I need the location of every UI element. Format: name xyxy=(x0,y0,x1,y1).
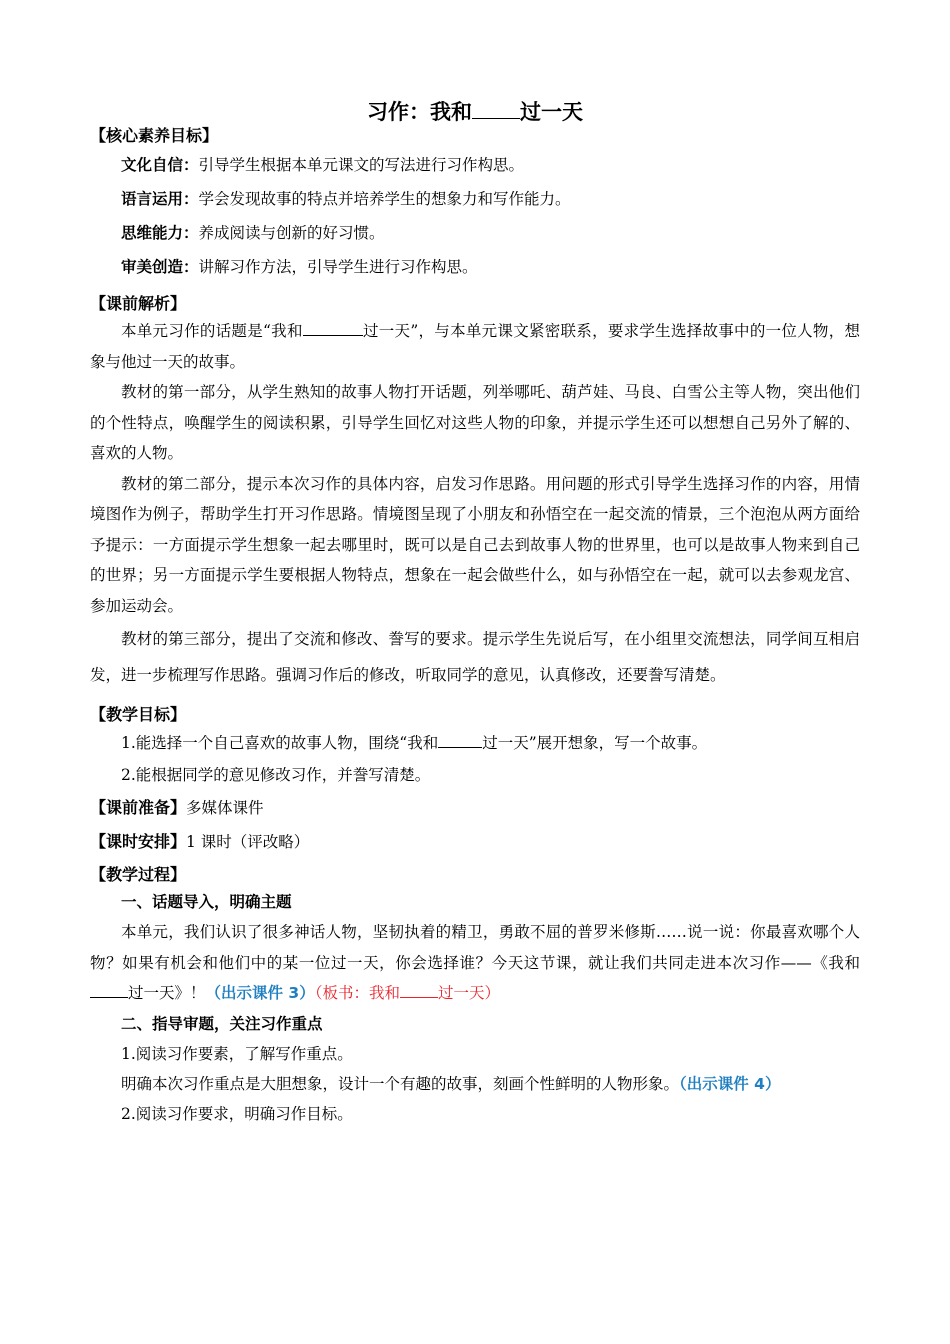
step-heading: 一、话题导入，明确主题 xyxy=(121,893,292,911)
analysis-paragraph: 教材的第一部分，从学生熟知的故事人物打开话题，列举哪吒、葫芦娃、马良、白雪公主等人物，突出他们的个性特点，唤醒学生的阅读积累，引导学生回忆对这些人物的印象，并提示学生还可以想想自己另外了解的、喜欢的人物。 xyxy=(90,383,860,462)
objectives-heading: 【教学目标】 xyxy=(90,705,187,724)
core-item: 思维能力：养成阅读与创新的好习惯。 xyxy=(121,224,385,242)
document-body xyxy=(90,124,860,1129)
title-suffix: 过一天 xyxy=(520,100,583,125)
analysis-heading: 【课前解析】 xyxy=(90,294,187,313)
blank-line xyxy=(303,319,363,336)
blank-line xyxy=(90,981,128,998)
process-heading: 【教学过程】 xyxy=(90,865,187,884)
core-heading: 【核心素养目标】 xyxy=(90,126,219,145)
step-heading: 二、指导审题，关注习作重点 xyxy=(121,1014,323,1033)
analysis-paragraph: 教材的第二部分，提示本次习作的具体内容，启发习作思路。用问题的形式引导学生选择习作的内容，用情境图作为例子，帮助学生打开习作思路。情境图呈现了小朋友和孙悟空在一起交流的情景，三个泡泡从两方面给予提示：一方面提示学生想象一起去哪里时，既可以是自己去到故事人物的世界里，也可以是故事人物来到自己的世界；另一方面提示学生要根据人物特点，想象在一起会做些什么，如与孙悟空在一起，就可以去参观龙宫、参加运动会。 xyxy=(90,474,860,615)
schedule-line: 【课时安排】1 课时（评改略） xyxy=(90,832,310,851)
core-item: 审美创造：讲解习作方法，引导学生进行习作构思。 xyxy=(121,258,478,276)
title-prefix: 习作：我和 xyxy=(367,100,472,125)
step-paragraph: 明确本次习作重点是大胆想象，设计一个有趣的故事，刻画个性鲜明的人物形象。（出示课件 4） xyxy=(121,1074,781,1093)
page-title xyxy=(0,96,950,126)
blank-line xyxy=(438,731,482,748)
analysis-paragraph: 教材的第三部分，提出了交流和修改、誊写的要求。提示学生先说后写，在小组里交流想法，同学间互相启发，进一步梳理写作思路。强调习作后的修改，听取同学的意见，认真修改，还要誊写清楚。 xyxy=(90,630,860,684)
prep-line: 【课前准备】多媒体课件 xyxy=(90,798,264,817)
title-blank xyxy=(472,96,520,119)
objective-item: 1.能选择一个自己喜欢的故事人物，围绕“我和 过一天”展开想象，写一个故事。 xyxy=(90,727,860,759)
step-item: 1.阅读习作要素，了解写作重点。 xyxy=(121,1044,353,1063)
analysis-paragraph: 本单元习作的话题是“我和 过一天”，与本单元课文紧密联系，要求学生选择故事中的一位人物，想象与他过一天的故事。 xyxy=(90,316,860,377)
step-item: 2.阅读习作要求，明确习作目标。 xyxy=(121,1105,353,1123)
core-item: 文化自信：引导学生根据本单元课文的写法进行习作构思。 xyxy=(121,156,525,174)
core-item: 语言运用：学会发现故事的特点并培养学生的想象力和写作能力。 xyxy=(121,190,571,208)
blank-line xyxy=(400,981,438,998)
step-paragraph: 本单元，我们认识了很多神话人物，坚韧执着的精卫，勇敢不屈的普罗米修斯……说一说：你最喜欢哪个人物？如果有机会和他们中的某一位过一天，你会选择谁？今天这节课，就让我们共同走进本次习作——《我和过一天》！（出示课件 3）（板书：我和 过一天） xyxy=(90,923,860,1002)
objective-item: 2.能根据同学的意见修改习作，并誊写清楚。 xyxy=(121,766,431,784)
